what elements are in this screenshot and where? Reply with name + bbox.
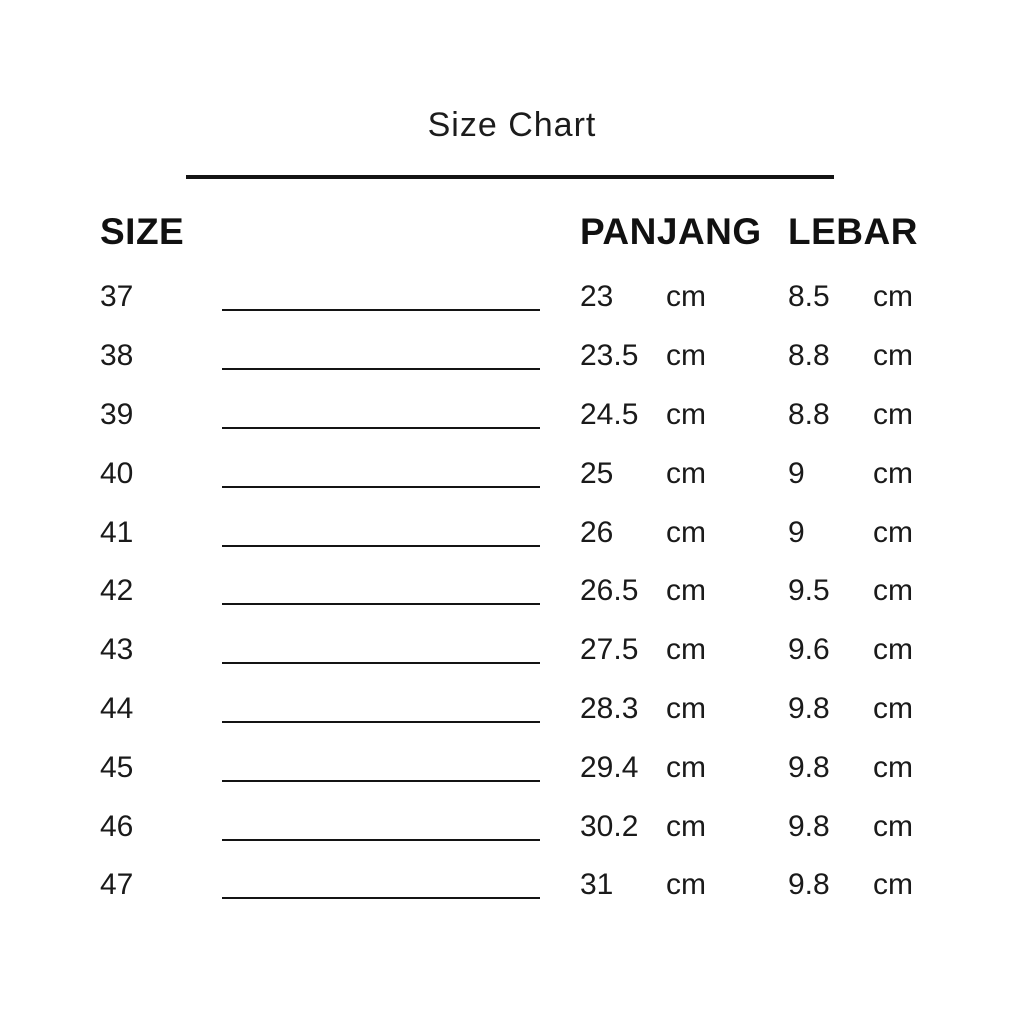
fill-line-cell (222, 296, 580, 298)
panjang-unit: cm (666, 574, 706, 608)
panjang-value: 24.5 (580, 397, 639, 431)
panjang-value: 25 (580, 456, 614, 490)
table-row (100, 327, 924, 386)
table-row (100, 680, 924, 739)
title-divider (186, 175, 834, 179)
lebar-value: 9.8 (788, 868, 830, 902)
fill-line (222, 545, 540, 547)
panjang-value: 23.5 (580, 339, 639, 373)
panjang-value: 30.2 (580, 809, 639, 843)
panjang-value: 31 (580, 868, 614, 902)
fill-line (222, 721, 540, 723)
size-value: 43 (100, 633, 134, 667)
lebar-value: 9.8 (788, 809, 830, 843)
lebar-value: 9.8 (788, 691, 830, 725)
lebar-value: 9.6 (788, 633, 830, 667)
fill-line-cell (222, 473, 580, 475)
panjang-unit: cm (666, 750, 706, 784)
lebar-unit: cm (873, 397, 913, 431)
size-value: 44 (100, 691, 134, 725)
size-value: 40 (100, 456, 134, 490)
page-title: Size Chart (427, 106, 597, 144)
panjang-value: 28.3 (580, 691, 639, 725)
fill-line-cell (222, 355, 580, 357)
fill-line-cell (222, 649, 580, 651)
table-row (100, 386, 924, 445)
lebar-unit: cm (873, 691, 913, 725)
panjang-unit: cm (666, 515, 706, 549)
panjang-unit: cm (666, 868, 706, 902)
table-body (100, 268, 924, 915)
panjang-unit: cm (666, 691, 706, 725)
fill-line (222, 662, 540, 664)
fill-line (222, 309, 540, 311)
lebar-unit: cm (873, 809, 913, 843)
size-value: 42 (100, 574, 134, 608)
size-value: 39 (100, 397, 134, 431)
fill-line (222, 603, 540, 605)
lebar-unit: cm (873, 750, 913, 784)
lebar-unit: cm (873, 515, 913, 549)
lebar-unit: cm (873, 574, 913, 608)
size-value: 38 (100, 339, 134, 373)
panjang-unit: cm (666, 633, 706, 667)
size-value: 37 (100, 280, 134, 314)
fill-line-cell (222, 708, 580, 710)
lebar-value: 9 (788, 456, 805, 490)
fill-line (222, 486, 540, 488)
size-value: 41 (100, 515, 134, 549)
fill-line-cell (222, 826, 580, 828)
lebar-unit: cm (873, 280, 913, 314)
panjang-unit: cm (666, 280, 706, 314)
size-table (100, 206, 924, 915)
panjang-value: 26.5 (580, 574, 639, 608)
table-row (100, 503, 924, 562)
table-row (100, 738, 924, 797)
panjang-value: 27.5 (580, 633, 639, 667)
lebar-value: 9.5 (788, 574, 830, 608)
fill-line (222, 839, 540, 841)
table-row (100, 444, 924, 503)
fill-line (222, 427, 540, 429)
lebar-value: 9 (788, 515, 805, 549)
table-row (100, 562, 924, 621)
lebar-unit: cm (873, 339, 913, 373)
col-header-size: SIZE (100, 211, 185, 252)
panjang-value: 26 (580, 515, 614, 549)
panjang-unit: cm (666, 397, 706, 431)
panjang-value: 23 (580, 280, 614, 314)
size-value: 46 (100, 809, 134, 843)
lebar-value: 9.8 (788, 750, 830, 784)
lebar-unit: cm (873, 456, 913, 490)
fill-line-cell (222, 767, 580, 769)
table-row (100, 797, 924, 856)
fill-line-cell (222, 414, 580, 416)
fill-line-cell (222, 532, 580, 534)
size-value: 45 (100, 750, 134, 784)
table-row (100, 621, 924, 680)
lebar-value: 8.8 (788, 339, 830, 373)
panjang-unit: cm (666, 456, 706, 490)
lebar-value: 8.8 (788, 397, 830, 431)
lebar-unit: cm (873, 868, 913, 902)
lebar-unit: cm (873, 633, 913, 667)
table-row (100, 856, 924, 915)
table-row (100, 268, 924, 327)
table-header-row (100, 206, 924, 258)
panjang-unit: cm (666, 339, 706, 373)
size-value: 47 (100, 868, 134, 902)
panjang-value: 29.4 (580, 750, 639, 784)
col-header-panjang: PANJANG (580, 211, 762, 252)
fill-line (222, 897, 540, 899)
lebar-value: 8.5 (788, 280, 830, 314)
fill-line (222, 780, 540, 782)
panjang-unit: cm (666, 809, 706, 843)
col-header-lebar: LEBAR (788, 211, 918, 252)
fill-line-cell (222, 590, 580, 592)
fill-line (222, 368, 540, 370)
fill-line-cell (222, 884, 580, 886)
